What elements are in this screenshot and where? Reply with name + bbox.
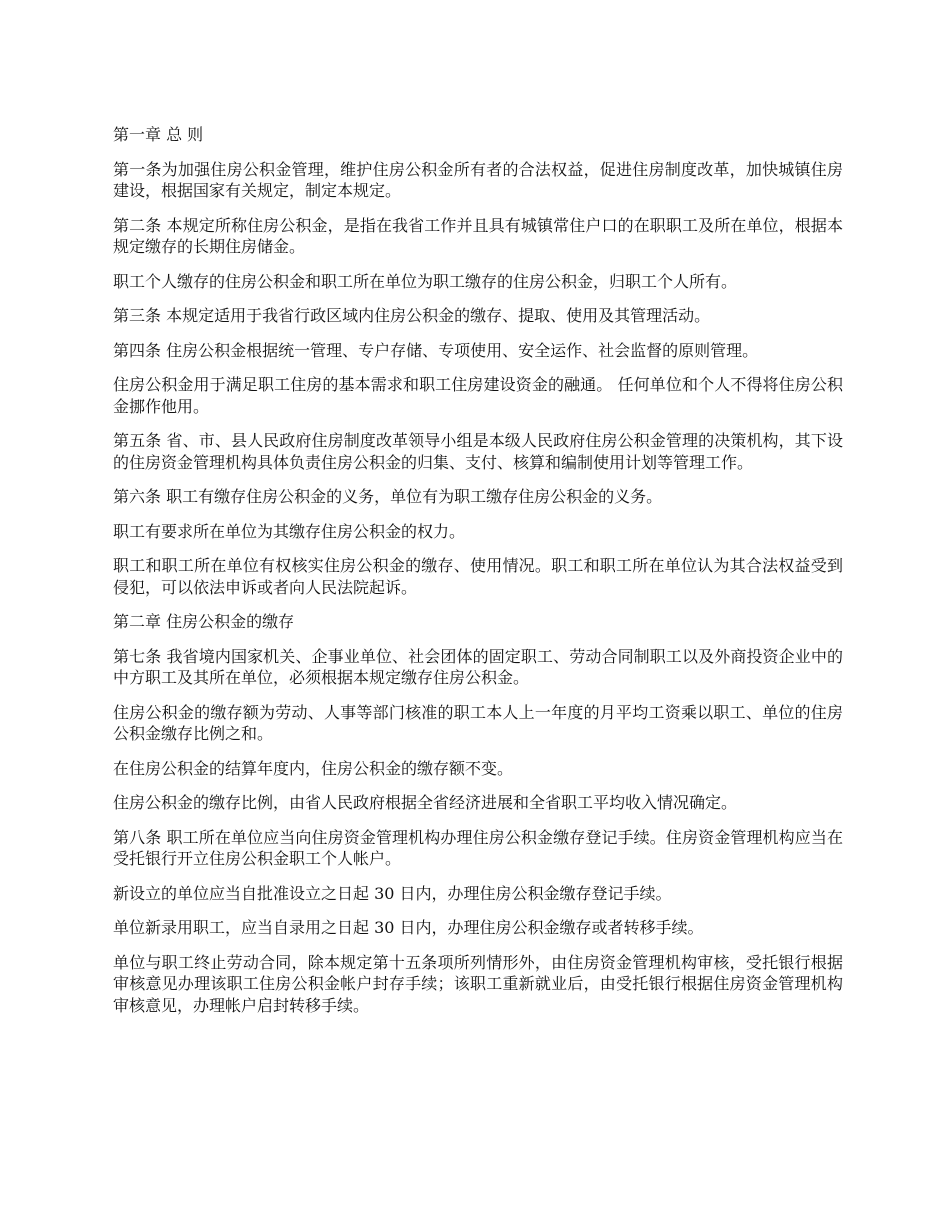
paragraph: 职工个人缴存的住房公积金和职工所在单位为职工缴存的住房公积金，归职工个人所有。	[113, 271, 738, 291]
paragraph: 住房公积金用于满足职工住房的基本需求和职工住房建设资金的融通。 任何单位和个人不得将住房公积金挪作他用。	[113, 375, 843, 416]
paragraph: 第五条 省、市、县人民政府住房制度改革领导小组是本级人民政府住房公积金管理的决策机构，其下设的住房资金管理机构具体负责住房公积金的归集、支付、核算和编制使用计划等管理工作。	[113, 431, 843, 472]
paragraph: 第六条 职工有缴存住房公积金的义务，单位有为职工缴存住房公积金的义务。	[113, 487, 663, 506]
paragraph: 第八条 职工所在单位应当向住房资金管理机构办理住房公积金缴存登记手续。住房资金管理机构应当在受托银行开立住房公积金职工个人帐户。	[113, 827, 843, 868]
paragraph: 新设立的单位应当自批准设立之日起 30 日内，办理住房公积金缴存登记手续。	[113, 883, 672, 903]
paragraph: 第一条为加强住房公积金管理，维护住房公积金所有者的合法权益，促进住房制度改革，加快城镇住房建设，根据国家有关规定，制定本规定。	[113, 159, 843, 200]
paragraph: 在住房公积金的结算年度内，住房公积金的缴存额不变。	[113, 758, 514, 778]
paragraph: 第二条 本规定所称住房公积金，是指在我省工作并且具有城镇常住户口的在职职工及所在单位，根据本规定缴存的长期住房储金。	[113, 215, 843, 256]
paragraph: 职工和职工所在单位有权核实住房公积金的缴存、使用情况。职工和职工所在单位认为其合法权益受到侵犯，可以依法申诉或者向人民法院起诉。	[113, 556, 843, 597]
paragraph: 第四条 住房公积金根据统一管理、专户存储、专项使用、安全运作、社会监督的原则管理。	[113, 340, 759, 360]
chapter-heading: 第一章 总 则	[113, 125, 204, 144]
paragraph: 第七条 我省境内国家机关、企事业单位、社会团体的固定职工、劳动合同制职工以及外商投资企业中的中方职工及其所在单位，必须根据本规定缴存住房公积金。	[113, 646, 843, 687]
paragraph: 住房公积金的缴存比例，由省人民政府根据全省经济进展和全省职工平均收入情况确定。	[113, 793, 738, 812]
document-body	[113, 124, 843, 1029]
paragraph: 单位与职工终止劳动合同，除本规定第十五条项所列情形外，由住房资金管理机构审核，受托银行根据审核意见办理该职工住房公积金帐户封存手续；该职工重新就业后，由受托银行根据住房资金管理机构审核意见，办理帐户启封转移手续。	[113, 952, 843, 1015]
paragraph: 单位新录用职工，应当自录用之日起 30 日内，办理住房公积金缴存或者转移手续。	[113, 918, 704, 937]
chapter-heading: 第二章 住房公积金的缴存	[113, 612, 295, 631]
paragraph: 住房公积金的缴存额为劳动、人事等部门核准的职工本人上一年度的月平均工资乘以职工、单位的住房公积金缴存比例之和。	[113, 702, 843, 743]
paragraph: 第三条 本规定适用于我省行政区域内住房公积金的缴存、提取、使用及其管理活动。	[113, 306, 711, 325]
paragraph: 职工有要求所在单位为其缴存住房公积金的权力。	[113, 521, 466, 541]
